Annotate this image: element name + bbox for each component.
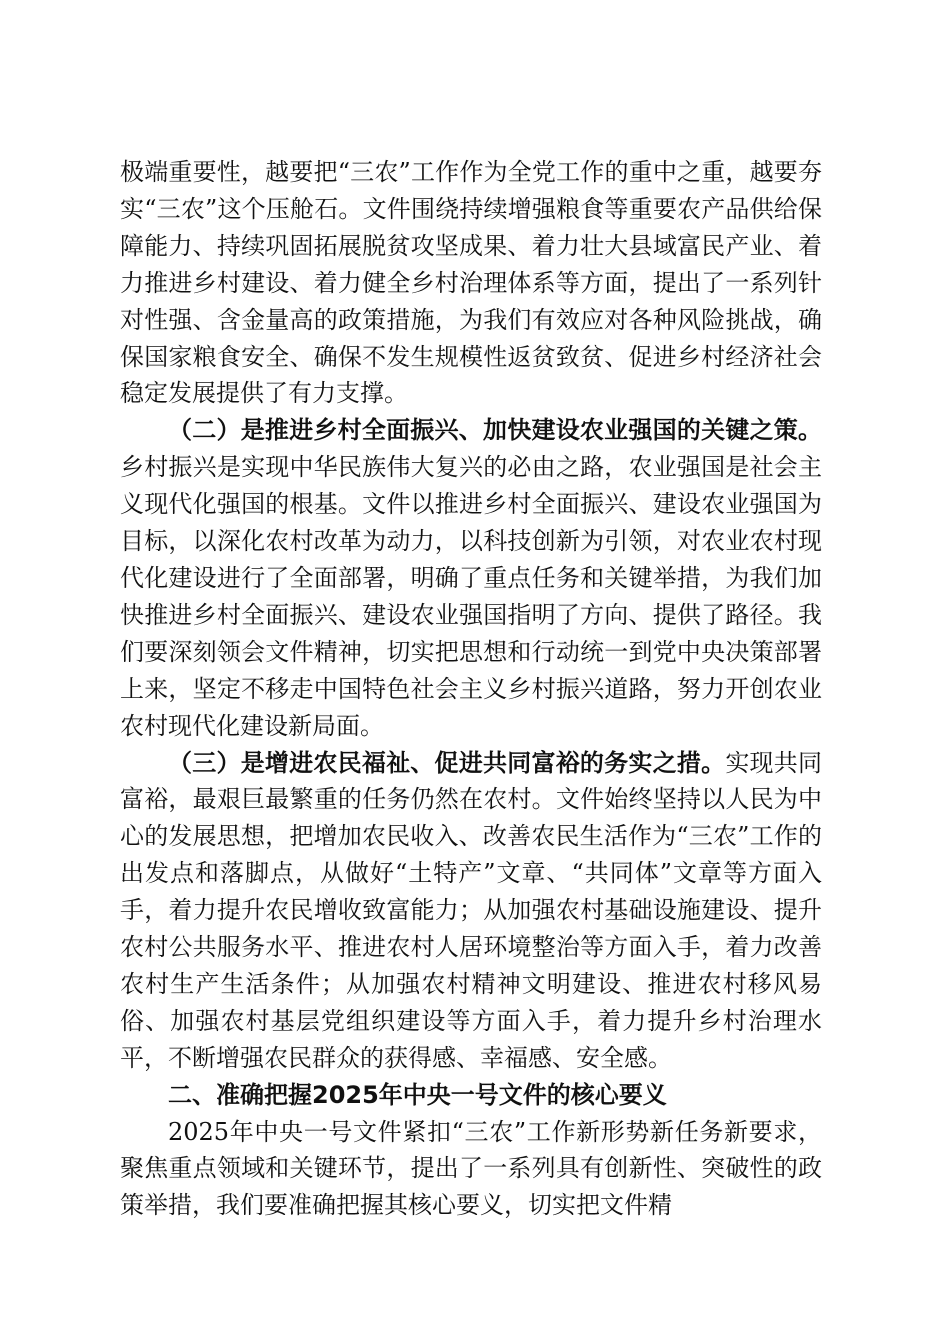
document-body (120, 154, 822, 1224)
paragraph-point-two (120, 412, 822, 744)
paragraph-text: 2025年中央一号文件紧扣“三农”工作新形势新任务新要求，聚焦重点领域和关键环节，提出了一系列具有创新性、突破性的政策举措，我们要准确把握其核心要义，切实把文件精 (120, 1117, 822, 1220)
section-heading: 二、准确把握2025年中央一号文件的核心要义 (168, 1080, 667, 1109)
paragraph-text: 乡村振兴是实现中华民族伟大复兴的必由之路，农业强国是社会主义现代化强国的根基。文件以推进乡村全面振兴、建设农业强国为目标，以深化农村改革为动力，以科技创新为引领，对农业农村现代化建设进行了全面部署，明确了重点任务和关键举措，为我们加快推进乡村全面振兴、建设农业强国指明了方向、提供了路径。我们要深刻领会文件精神，切实把思想和行动统一到党中央决策部署上来，坚定不移走中国特色社会主义乡村振兴道路，努力开创农业农村现代化建设新局面。 (120, 453, 822, 740)
paragraph-text: 极端重要性，越要把“三农”工作作为全党工作的重中之重，越要夯实“三农”这个压舱石。文件围绕持续增强粮食等重要农产品供给保障能力、持续巩固拓展脱贫攻坚成果、着力壮大县域富民产业、着力推进乡村建设、着力健全乡村治理体系等方面，提出了一系列针对性强、含金量高的政策措施，为我们有效应对各种风险挑战，确保国家粮食安全、确保不发生规模性返贫致贫、促进乡村经济社会稳定发展提供了有力支撑。 (120, 158, 822, 408)
paragraph-continuation (120, 154, 822, 412)
paragraph-text: 实现共同富裕，最艰巨最繁重的任务仍然在农村。文件始终坚持以人民为中心的发展思想，把增加农民收入、改善农民生活作为“三农”工作的出发点和落脚点，从做好“土特产”文章、“共同体”文章等方面入手，着力提升农民增收致富能力；从加强农村基础设施建设、提升农村公共服务水平、推进农村人居环境整治等方面入手，着力改善农村生产生活条件；从加强农村精神文明建设、推进农村移风易俗、加强农村基层党组织建设等方面入手，着力提升乡村治理水平，不断增强农民群众的获得感、幸福感、安全感。 (120, 748, 823, 1072)
paragraph-lead-bold: （二）是推进乡村全面振兴、加快建设农业强国的关键之策。 (168, 415, 822, 445)
paragraph-lead-bold: （三）是增进农民福祉、促进共同富裕的务实之措。 (168, 747, 726, 777)
paragraph-point-three (120, 745, 822, 1077)
paragraph-section-intro (120, 1114, 822, 1225)
